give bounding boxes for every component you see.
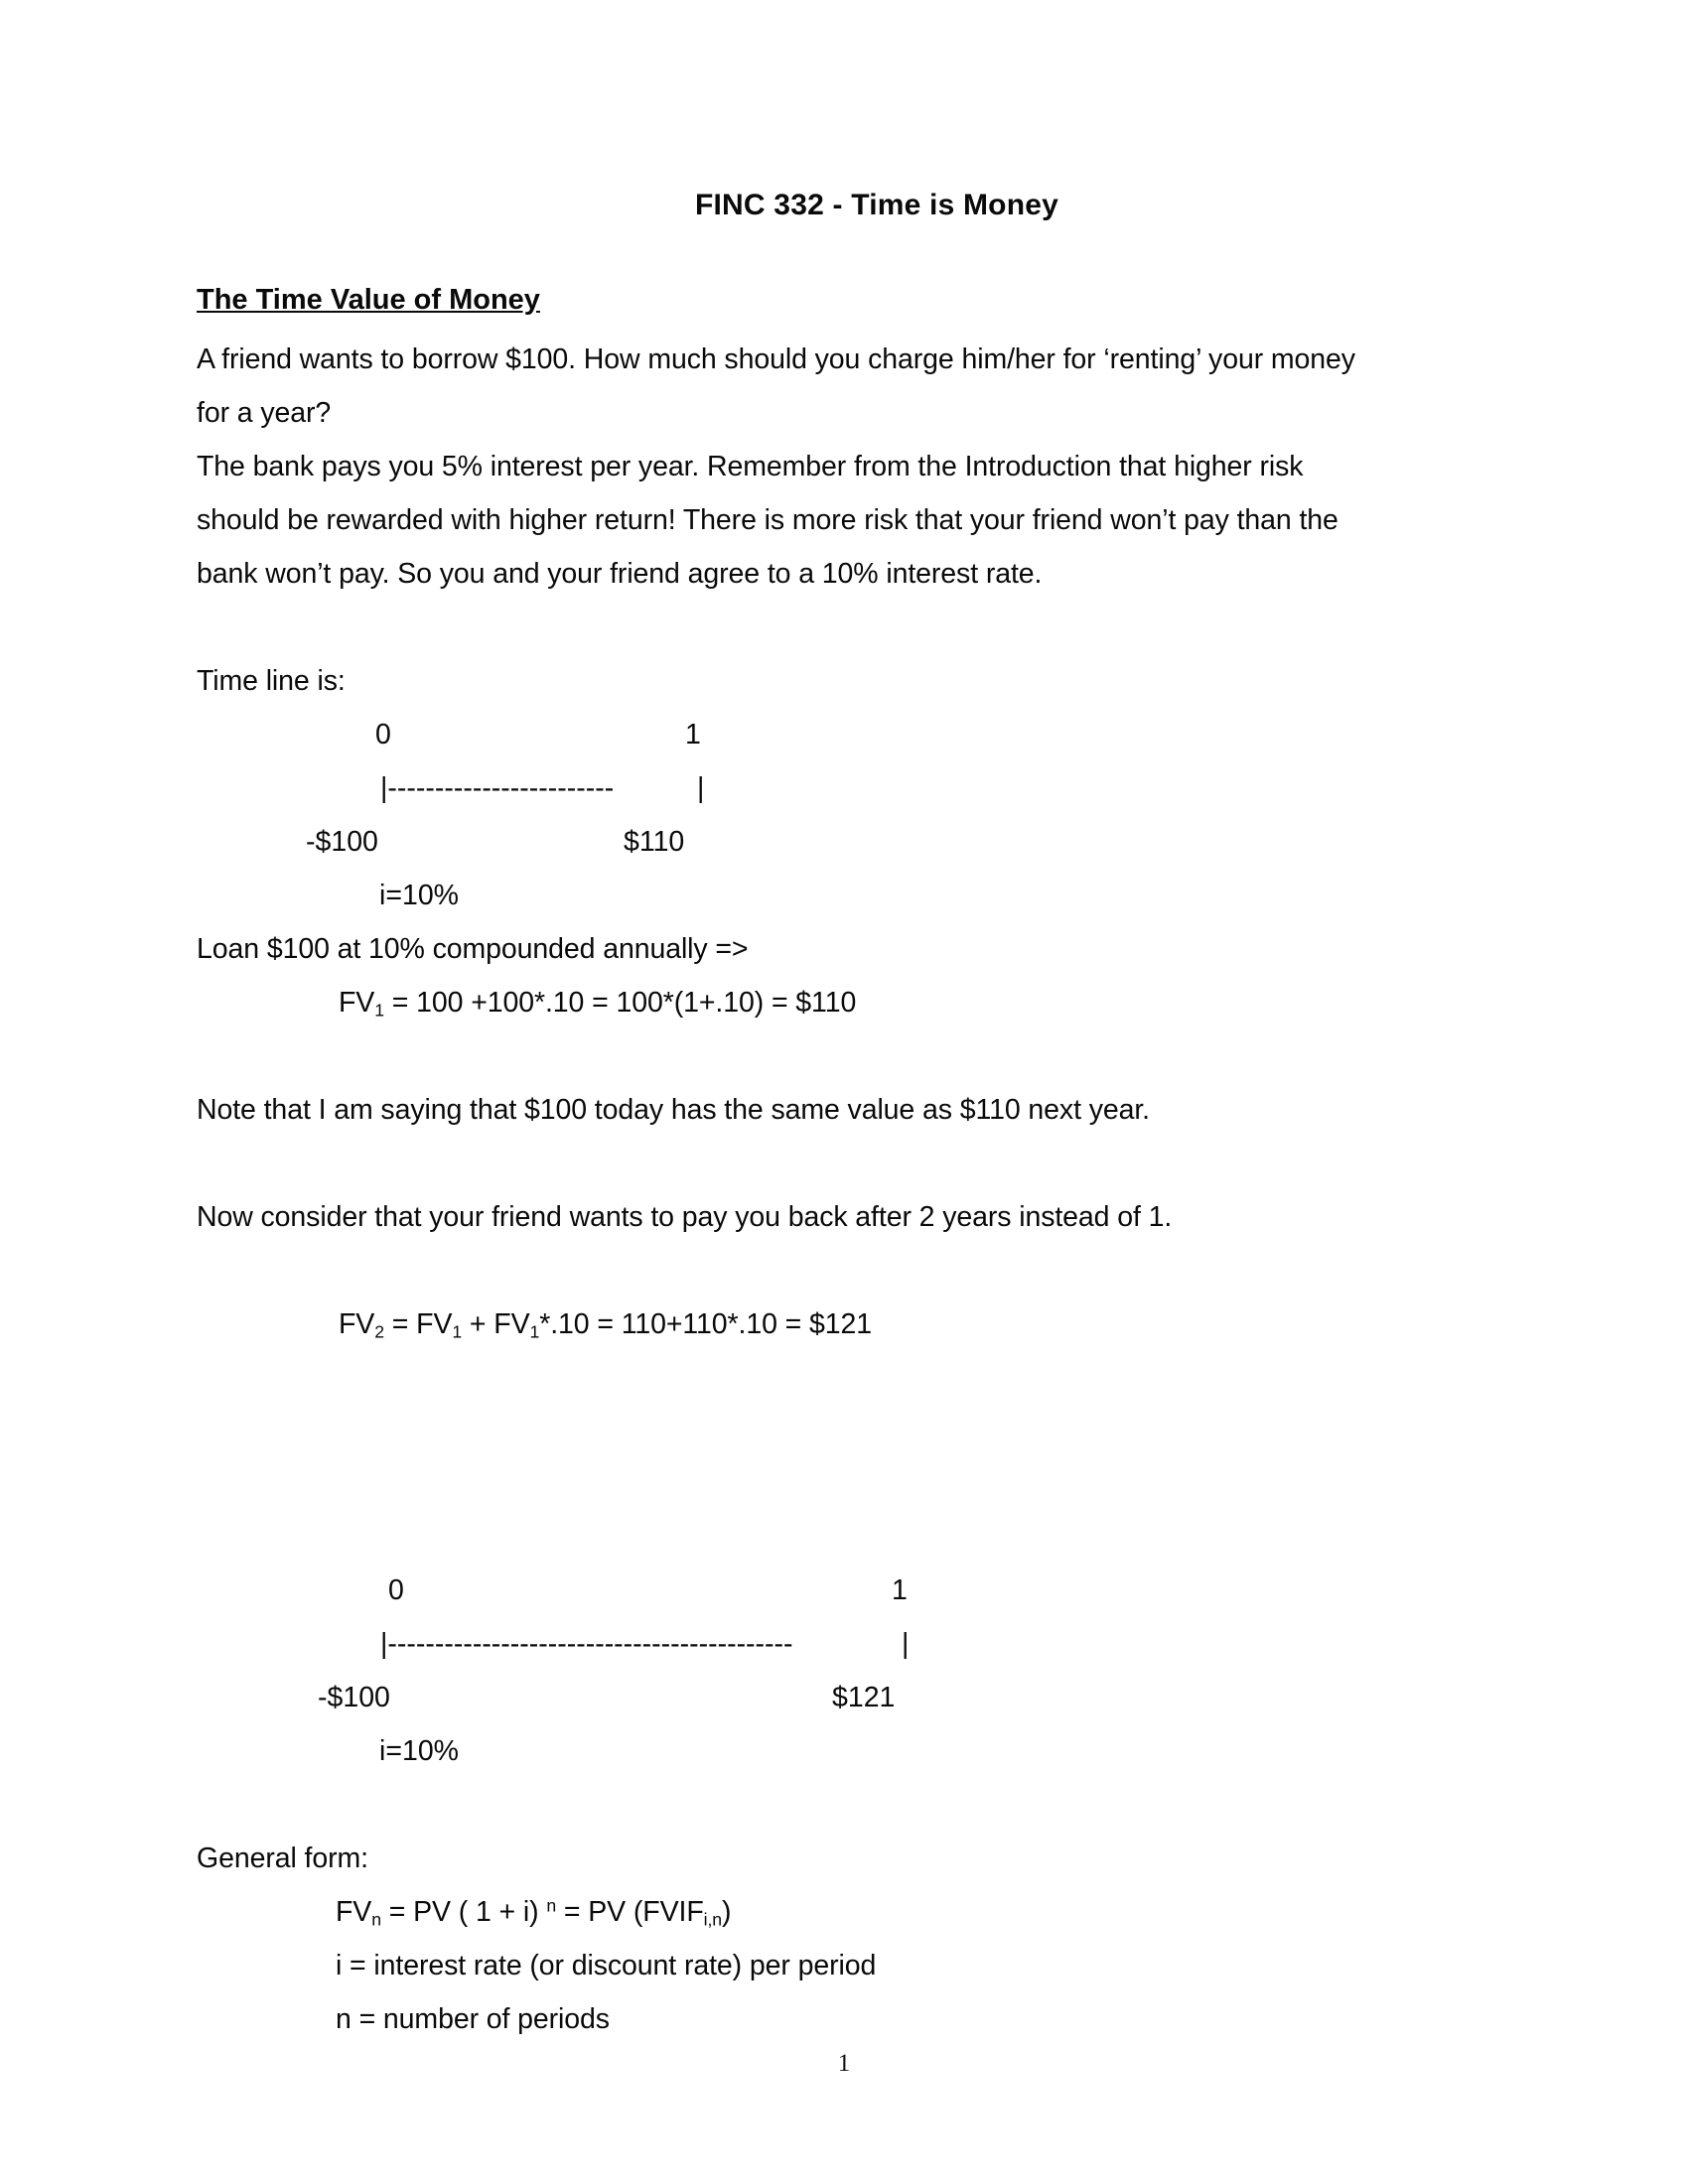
formula-fv1 [197,976,1497,1029]
formula-fv1-base: FV [339,987,375,1019]
formula-fv2-seg5-base: FV [493,1308,530,1340]
two-year-statement: Now consider that your friend wants to pay you back after 2 years instead of 1. [197,1201,1173,1233]
timeline-2-interest-rate: i=10% [379,1735,460,1767]
spacer [197,1137,1497,1190]
formula-fv2-seg3-base: FV [416,1308,453,1340]
timeline-2-cash-flows [197,1671,1497,1724]
intro-paragraph-line-2: for a year? [197,397,332,429]
spacer [197,1244,1497,1297]
timeline-2-axis-line [380,1617,793,1671]
spacer [197,1029,1497,1083]
spacer [197,1351,1497,1510]
document-body [197,189,1497,2046]
timeline-2-axis [197,1617,1497,1671]
general-form-label: General form: [197,1843,368,1874]
spacer [197,1510,1497,1564]
formula-fvn-close-paren: ) [722,1896,732,1928]
timeline-1-rate-row [197,869,1497,922]
bank-paragraph-line-3: bank won’t pay. So you and your friend agree to a 10% interest rate. [197,558,1043,590]
formula-fv2 [197,1297,1497,1351]
formula-fvif-subscript: i,n [703,1909,723,1930]
timeline-1-label-start: 0 [375,719,391,751]
loan-statement: Loan $100 at 10% compounded annually => [197,933,749,965]
definition-interest-rate: i = interest rate (or discount rate) per period [336,1950,877,1981]
bank-paragraph-line-1: The bank pays you 5% interest per year. Remember from the Introduction that higher risk [197,451,1304,482]
intro-paragraph-line-1: A friend wants to borrow $100. How much should you charge him/her for ‘renting’ your money [197,343,1355,375]
formula-fv2-seg4: + [462,1308,494,1340]
formula-fvn-mid: = PV ( 1 + i) [380,1896,547,1928]
formula-fv2-seg3-subscript: 1 [452,1321,463,1342]
timeline-2-dashes: ------------------------------------------- [387,1628,793,1660]
timeline-2-right-tick: | [902,1628,910,1660]
formula-fv2-seg1-base: FV [339,1308,375,1340]
formula-fv2-seg5-subscript: 1 [529,1321,540,1342]
formula-fv1-rhs: = 100 +100*.10 = 100*(1+.10) = $110 [383,987,857,1019]
timeline-1-interest-rate: i=10% [379,880,460,911]
formula-fv2-seg6: *.10 = 110+110*.10 = $121 [539,1308,873,1340]
timeline-1-cash-flows [197,815,1497,869]
timeline-1-right-tick: | [697,772,705,804]
timeline-1-axis-line [380,761,614,815]
bank-paragraph-line-2: should be rewarded with higher return! There is more risk that your friend won’t pay than the [197,504,1338,536]
formula-fv2-seg2: = [383,1308,417,1340]
timeline-1-cash-flow-start: -$100 [306,826,378,858]
timeline-2-cash-flow-start: -$100 [318,1682,390,1713]
timeline-2-left-tick: | [380,1628,388,1660]
timeline-2-label-end: 1 [892,1574,908,1606]
page-title: FINC 332 - Time is Money [694,189,1059,221]
formula-fv2-seg1-subscript: 2 [374,1321,384,1342]
formula-fvn-subscript: n [371,1909,381,1930]
section-heading: The Time Value of Money [197,284,540,316]
timeline-1-period-labels [197,708,1497,761]
spacer [197,601,1497,654]
timeline-1-cash-flow-end: $110 [624,826,685,858]
formula-fvn-base: FV [336,1896,372,1928]
note-statement: Note that I am saying that $100 today has the same value as $110 next year. [197,1094,1150,1126]
timeline-intro-label: Time line is: [197,665,346,697]
formula-fv-general [197,1885,1497,1939]
formula-fv1-subscript: 1 [374,1000,384,1021]
formula-fvn-exponent: n [546,1895,557,1916]
timeline-1-axis [197,761,1497,815]
timeline-2-rate-row [197,1724,1497,1778]
timeline-2-label-start: 0 [388,1574,404,1606]
timeline-1-left-tick: | [380,772,388,804]
timeline-1-dashes: ------------------------ [387,772,615,804]
timeline-2-cash-flow-end: $121 [832,1682,896,1713]
definition-periods: n = number of periods [336,2003,610,2035]
page-number: 1 [837,2050,851,2077]
section-heading-wrapper [197,284,1497,333]
formula-fvn-fvif-text: = PV (FVIF [556,1896,704,1928]
timeline-1-label-end: 1 [685,719,701,751]
spacer [197,1778,1497,1832]
timeline-2-period-labels [197,1564,1497,1617]
